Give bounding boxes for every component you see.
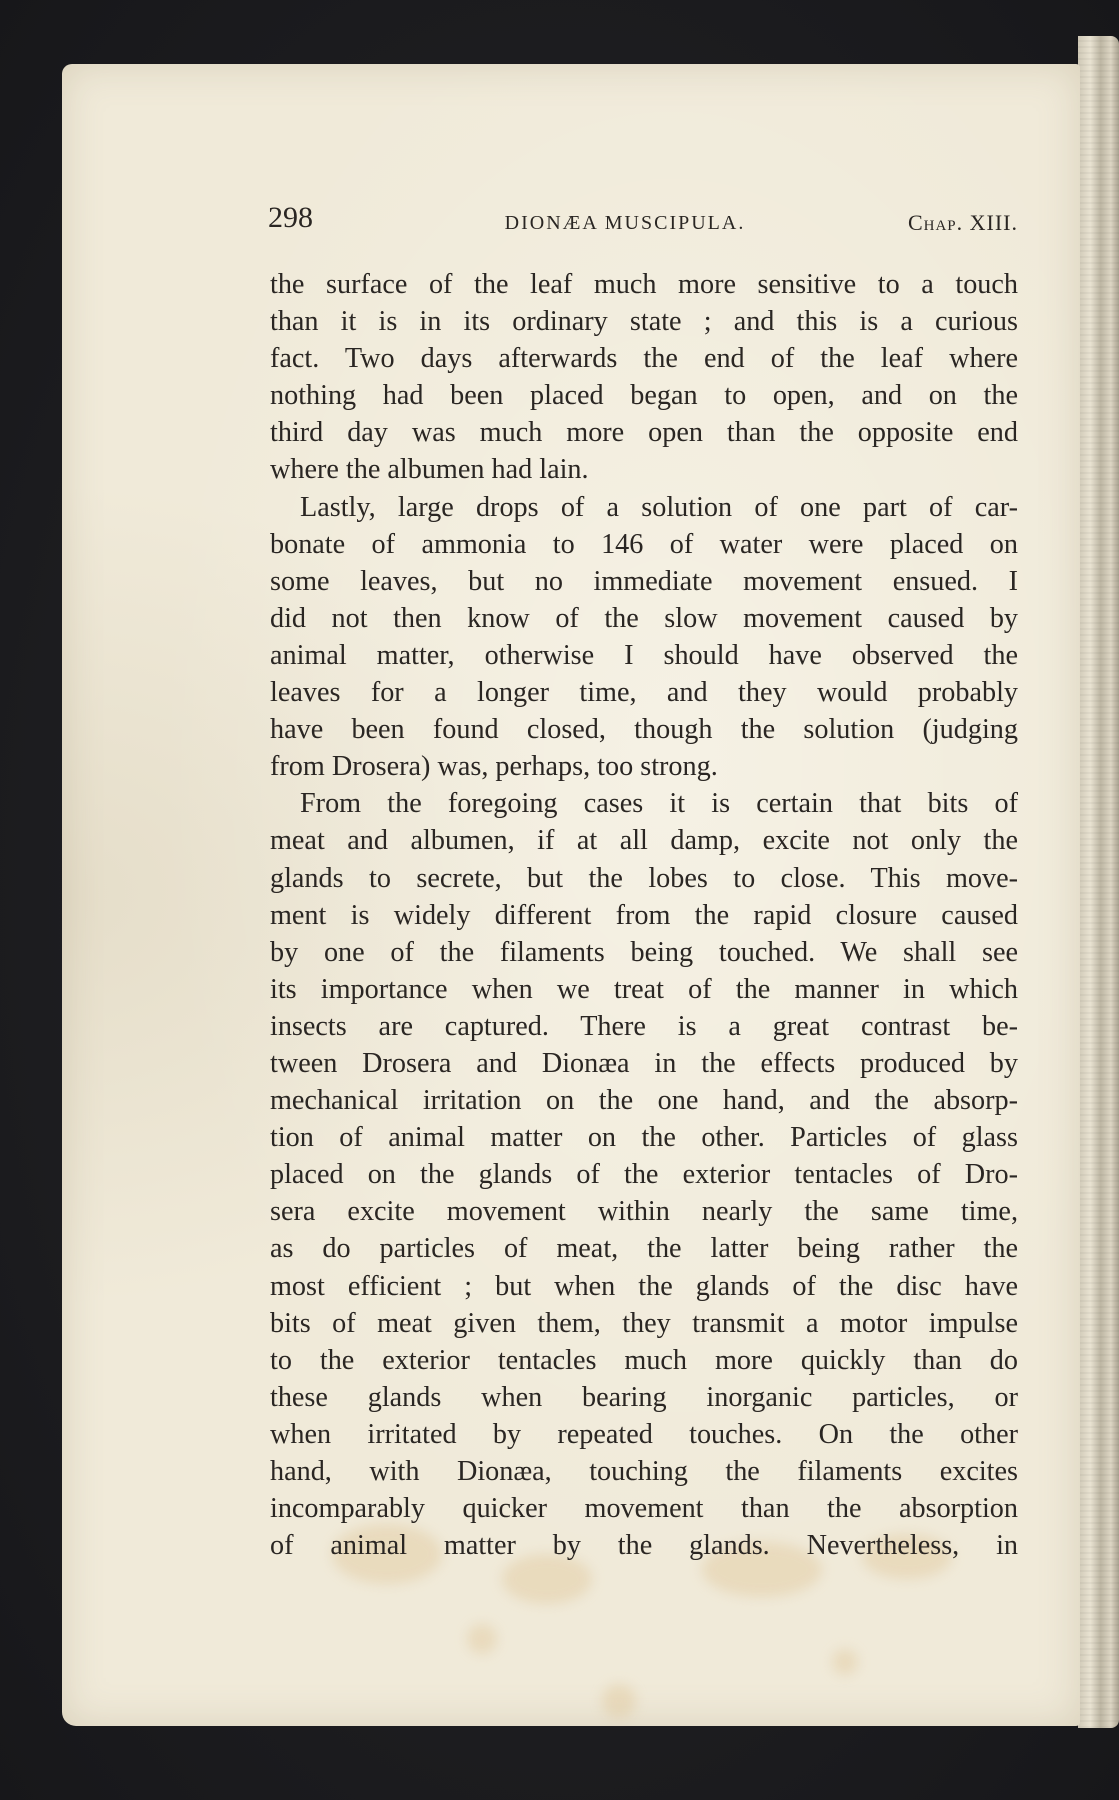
- text-line: nothing had been placed began to open, and on the: [270, 380, 1018, 412]
- text-line: than it is in its ordinary state ; and this is a curious: [270, 306, 1018, 338]
- running-title: DIONÆA MUSCIPULA.: [504, 212, 746, 234]
- text-line: From the foregoing cases it is certain that bits of: [300, 788, 1018, 820]
- page-stain: [832, 1649, 858, 1675]
- text-line: hand, with Dionæa, touching the filaments excites: [270, 1456, 1018, 1487]
- text-line: as do particles of meat, the latter being rather the: [270, 1233, 1018, 1265]
- text-line: meat and albumen, if at all damp, excite not only the: [270, 825, 1018, 857]
- text-line: fact. Two days afterwards the end of the leaf where: [270, 343, 1018, 375]
- text-line: insects are captured. There is a great contrast be-: [270, 1010, 1018, 1042]
- text-line: when irritated by repeated touches. On the other: [270, 1418, 1018, 1450]
- text-line: Lastly, large drops of a solution of one part of car-: [300, 491, 1018, 523]
- text-line: animal matter, otherwise I should have observed the: [270, 639, 1018, 671]
- text-line: sera excite movement within nearly the same time,: [270, 1196, 1018, 1228]
- text-line: tion of animal matter on the other. Particles of glass: [270, 1122, 1018, 1154]
- text-line: its importance when we treat of the manner in which: [270, 973, 1018, 1005]
- text-line: did not then know of the slow movement caused by: [270, 602, 1018, 634]
- chapter-heading: Chap. XIII.: [907, 210, 1018, 235]
- text-line: most efficient ; but when the glands of the disc have: [270, 1270, 1018, 1302]
- text-line: bits of meat given them, they transmit a motor impulse: [270, 1307, 1018, 1339]
- text-line: the surface of the leaf much more sensitive to a touch: [270, 269, 1018, 300]
- page-header: [268, 201, 1022, 241]
- text-line: have been found closed, though the solution (judging: [270, 714, 1018, 746]
- text-line: mechanical irritation on the one hand, and the absorp-: [270, 1085, 1018, 1117]
- text-line: incomparably quicker movement than the absorption: [270, 1493, 1018, 1525]
- text-line: leaves for a longer time, and they would probably: [270, 677, 1018, 709]
- body-text: [270, 266, 1018, 1564]
- text-line: placed on the glands of the exterior tentacles of Dro-: [270, 1159, 1018, 1191]
- page-stain: [602, 1684, 636, 1718]
- text-line: ment is widely different from the rapid closure caused: [270, 899, 1018, 931]
- book-page-edges: [1078, 36, 1119, 1728]
- text-line: these glands when bearing inorganic particles, or: [270, 1381, 1018, 1413]
- text-line: to the exterior tentacles much more quickly than do: [270, 1344, 1018, 1376]
- page-number: 298: [268, 201, 313, 234]
- text-line: glands to secrete, but the lobes to close. This move-: [270, 862, 1018, 894]
- text-line: from Drosera) was, perhaps, too strong.: [270, 751, 718, 783]
- text-line: third day was much more open than the opposite end: [270, 417, 1018, 449]
- page-stain: [467, 1624, 497, 1654]
- text-line: by one of the filaments being touched. We shall see: [270, 936, 1018, 968]
- text-line: some leaves, but no immediate movement ensued. I: [270, 565, 1018, 597]
- text-line: where the albumen had lain.: [270, 454, 589, 486]
- text-line: tween Drosera and Dionæa in the effects produced by: [270, 1047, 1018, 1079]
- text-line: of animal matter by the glands. Nevertheless, in: [270, 1530, 1018, 1562]
- text-line: bonate of ammonia to 146 of water were placed on: [270, 528, 1018, 560]
